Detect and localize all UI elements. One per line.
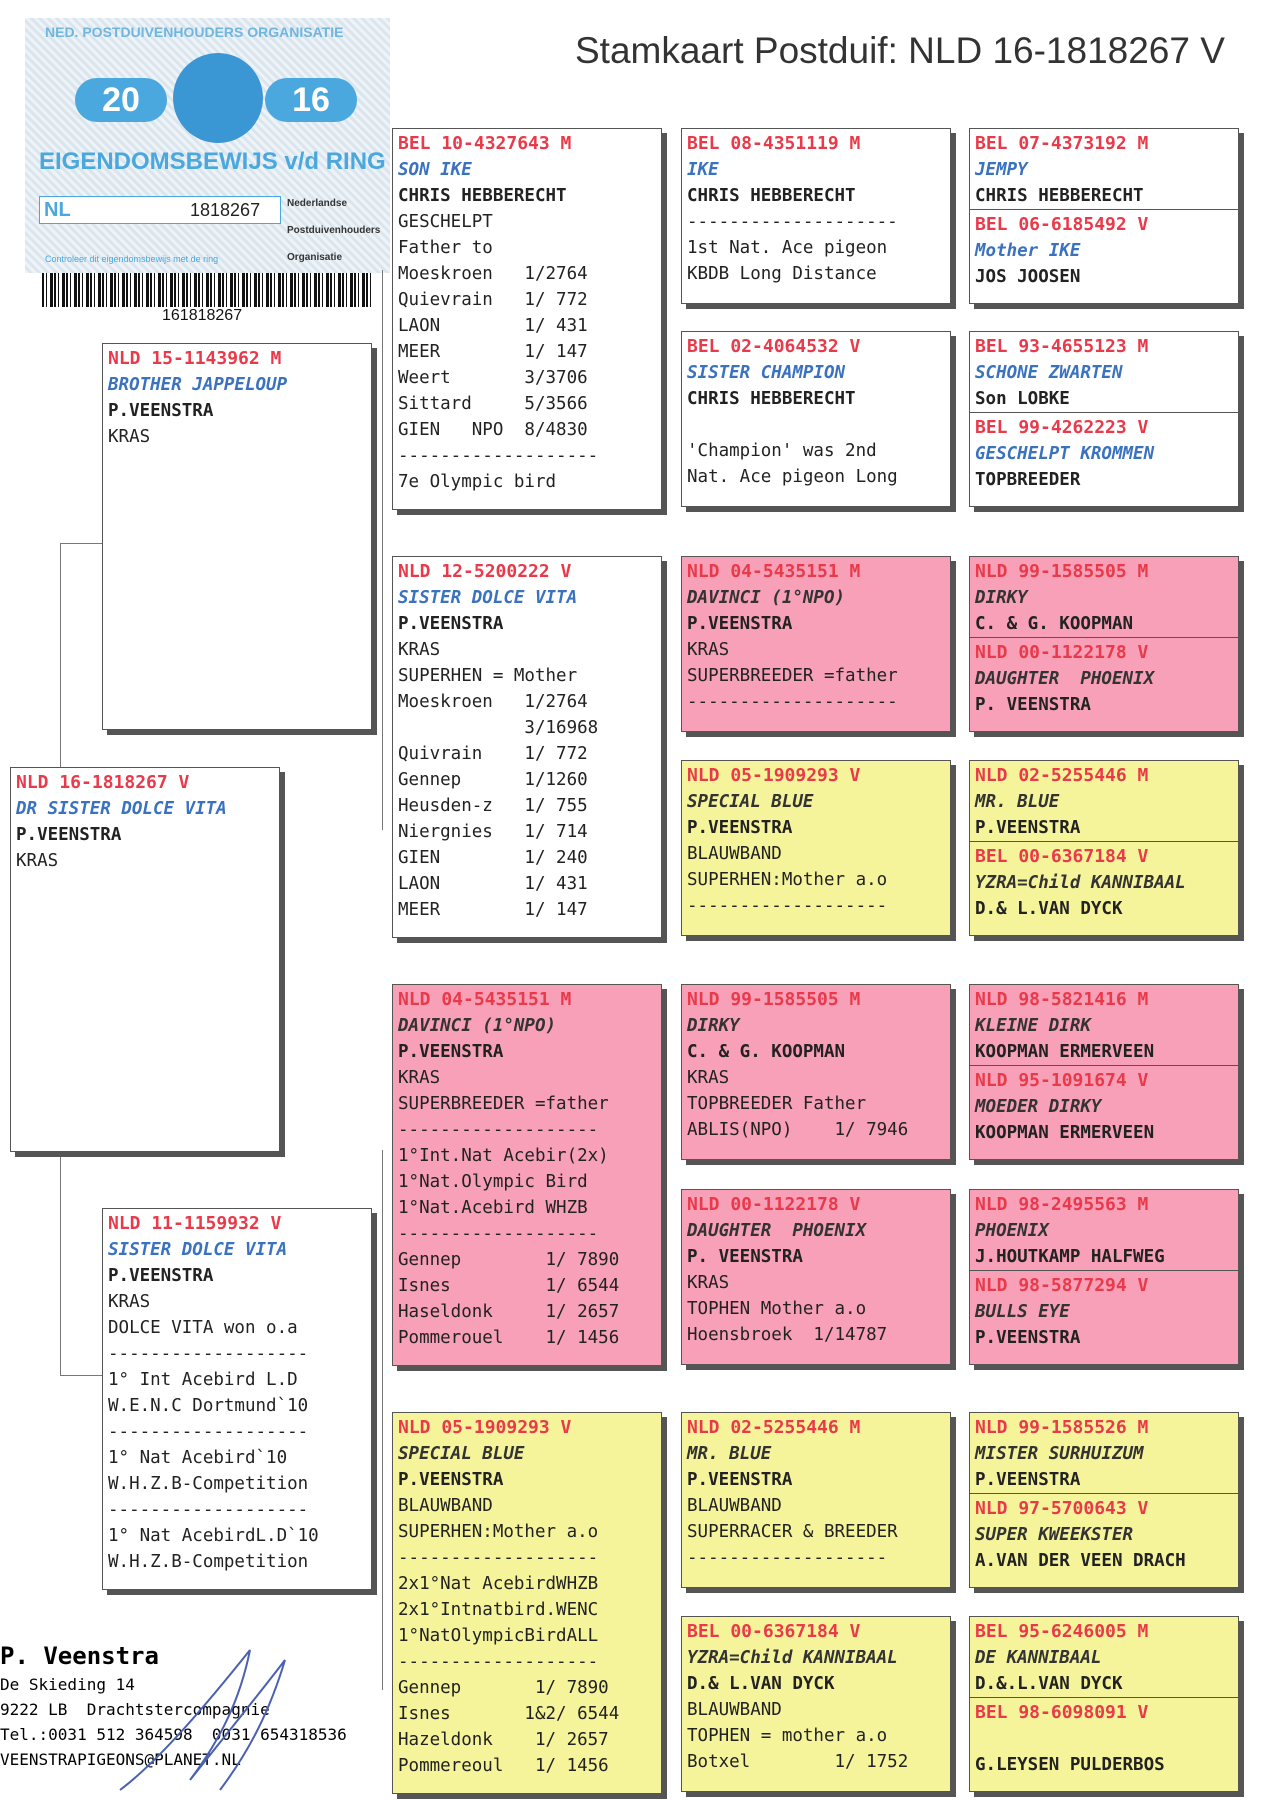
owner-name: D.& L.VAN DYCK — [687, 1674, 835, 1694]
info-line: Gennep 1/ 7890 — [398, 1678, 609, 1698]
info-line: -------------------- — [687, 692, 898, 712]
info-line: KRAS — [687, 640, 730, 660]
owner-name: P.VEENSTRA — [108, 1266, 214, 1286]
ring-number: BEL 95-6246005 M — [975, 1621, 1149, 1642]
info-line: Sittard 5/3566 — [398, 394, 588, 414]
signature-image — [100, 1640, 300, 1800]
address-line: De Skieding 14 — [0, 1675, 135, 1694]
pigeon-name: IKE — [687, 160, 719, 180]
info-line: Nat. Ace pigeon Long — [687, 467, 898, 487]
page-title: Stamkaart Postduif: NLD 16-1818267 V — [575, 30, 1225, 71]
logo-eigendomsbewijs: EIGENDOMSBEWIJS v/d RING — [39, 148, 386, 175]
owner-name: CHRIS HEBBERECHT — [975, 186, 1144, 206]
ring-number: NLD 99-1585526 M — [975, 1417, 1149, 1438]
ring-number: NLD 04-5435151 M — [687, 561, 861, 582]
pedigree-card-gggp-pair-6 — [969, 1189, 1239, 1365]
npo-lettering — [287, 190, 380, 271]
pigeon-name: BROTHER JAPPELOUP — [108, 375, 288, 395]
info-line: GIEN 1/ 240 — [398, 848, 588, 868]
ring-number: BEL 10-4327643 M — [398, 133, 572, 154]
ring-number: NLD 98-5821416 M — [975, 989, 1149, 1010]
owner-name: JOS JOOSEN — [975, 267, 1081, 287]
pigeon-name: SISTER DOLCE VITA — [108, 1240, 288, 1260]
pigeon-name: SCHONE ZWARTEN — [975, 363, 1123, 383]
pigeon-name: DR SISTER DOLCE VITA — [16, 799, 227, 819]
info-line: SUPERRACER & BREEDER — [687, 1522, 898, 1542]
ring-number: BEL 02-4064532 V — [687, 336, 861, 357]
pigeon-name: MR. BLUE — [975, 792, 1060, 812]
info-line: ------------------- — [108, 1344, 309, 1364]
owner-name: C. & G. KOOPMAN — [687, 1042, 846, 1062]
info-line: MEER 1/ 147 — [398, 342, 588, 362]
pigeon-name: DAVINCI (1°NPO) — [398, 1016, 557, 1036]
owner-name: CHRIS HEBBERECHT — [687, 186, 856, 206]
info-line: MEER 1/ 147 — [398, 900, 588, 920]
ring-number: NLD 00-1122178 V — [975, 642, 1149, 663]
info-line: 3/16968 — [398, 718, 599, 738]
owner-name: P. VEENSTRA — [975, 695, 1091, 715]
ring-number: NLD 11-1159932 V — [108, 1213, 282, 1234]
owner-name: A.VAN DER VEEN DRACH — [975, 1551, 1186, 1571]
ring-number: BEL 07-4373192 M — [975, 133, 1149, 154]
pedigree-card-subject — [10, 767, 280, 1152]
info-line: TOPHEN Mother a.o — [687, 1299, 867, 1319]
info-line: Isnes 1/ 6544 — [398, 1276, 620, 1296]
pigeon-name: DAVINCI (1°NPO) — [687, 588, 846, 608]
info-line: Quivrain 1/ 772 — [398, 744, 588, 764]
info-line: DOLCE VITA won o.a — [108, 1318, 298, 1338]
ring-number: NLD 12-5200222 V — [398, 561, 572, 582]
ring-number: NLD 15-1143962 M — [108, 348, 282, 369]
info-line: 'Champion' was 2nd — [687, 441, 877, 461]
owner-name: KOOPMAN ERMERVEEN — [975, 1123, 1155, 1143]
info-line: SUPERHEN:Mother a.o — [687, 870, 888, 890]
phone-line: Tel.:0031 512 364598 0031 654318536 — [0, 1725, 347, 1744]
ring-number: BEL 99-4262223 V — [975, 417, 1149, 438]
connector-subject-mother — [60, 1150, 103, 1376]
ring-number: NLD 05-1909293 V — [398, 1417, 572, 1438]
pedigree-card-ggp-8 — [681, 1616, 951, 1792]
pedigree-card-mother — [102, 1208, 372, 1590]
info-line: KRAS — [16, 851, 59, 871]
info-line: Moeskroen 1/2764 — [398, 264, 588, 284]
info-line: Weert 3/3706 — [398, 368, 588, 388]
logo-org-text: NED. POSTDUIVENHOUDERS ORGANISATIE — [45, 24, 344, 40]
info-line: BLAUWBAND — [687, 1496, 782, 1516]
info-line: -------------------- — [687, 212, 898, 232]
lion-emblem-icon — [173, 53, 263, 143]
owner-name: P.VEENSTRA — [398, 1470, 504, 1490]
pedigree-subcard — [970, 209, 1238, 290]
info-line: 1°Nat.Acebird WHZB — [398, 1198, 588, 1218]
owner-name: CHRIS HEBBERECHT — [398, 186, 567, 206]
info-line: Pommereoul 1/ 1456 — [398, 1756, 609, 1776]
ring-number: NLD 99-1585505 M — [687, 989, 861, 1010]
pedigree-card-grandfather-maternal — [392, 984, 662, 1366]
pigeon-name: SUPER KWEEKSTER — [975, 1525, 1134, 1545]
info-line: LAON 1/ 431 — [398, 874, 588, 894]
info-line: 1°Nat.Olympic Bird — [398, 1172, 588, 1192]
info-line: Isnes 1&2/ 6544 — [398, 1704, 620, 1724]
info-line: ------------------- — [398, 1224, 599, 1244]
info-line: SUPERHEN:Mother a.o — [398, 1522, 599, 1542]
pigeon-name — [975, 1726, 1238, 1752]
owner-name: C. & G. KOOPMAN — [975, 614, 1134, 634]
info-line: SUPERBREEDER =father — [687, 666, 898, 686]
pigeon-name: MISTER SURHUIZUM — [975, 1444, 1144, 1464]
pigeon-name: MOEDER DIRKY — [975, 1097, 1102, 1117]
info-line: 1°Int.Nat Acebir(2x) — [398, 1146, 609, 1166]
info-line: Heusden-z 1/ 755 — [398, 796, 588, 816]
info-line: Niergnies 1/ 714 — [398, 822, 588, 842]
info-line: BLAUWBAND — [687, 844, 782, 864]
info-line: 1° Nat Acebird`10 — [108, 1448, 288, 1468]
info-line: Gennep 1/ 7890 — [398, 1250, 620, 1270]
pedigree-card-ggp-4 — [681, 760, 951, 936]
pedigree-subcard — [970, 412, 1238, 493]
address-line: 9222 LB Drachtstercompagnie — [0, 1700, 270, 1719]
logo-year-left: 20 — [75, 78, 167, 122]
logo-year-right: 16 — [265, 78, 357, 122]
info-line: KRAS — [108, 1292, 151, 1312]
owner-name: Son LOBKE — [975, 389, 1070, 409]
info-line: LAON 1/ 431 — [398, 316, 588, 336]
npo-ownership-certificate — [25, 18, 390, 273]
connector-subject-father — [60, 543, 103, 769]
pigeon-name: JEMPY — [975, 160, 1028, 180]
npo-line-1: Nederlandse — [287, 198, 348, 209]
pedigree-card-gggp-pair-4 — [969, 760, 1239, 936]
pigeon-name: BULLS EYE — [975, 1302, 1070, 1322]
ring-number: NLD 05-1909293 V — [687, 765, 861, 786]
pigeon-name: MR. BLUE — [687, 1444, 772, 1464]
info-line: 1° Int Acebird L.D — [108, 1370, 298, 1390]
email-line: VEENSTRAPIGEONS@PLANET.NL — [0, 1750, 241, 1769]
info-line: BLAUWBAND — [398, 1496, 493, 1516]
pigeon-name: DAUGHTER PHOENIX — [975, 669, 1155, 689]
info-line: ------------------- — [398, 1120, 599, 1140]
ring-number: NLD 99-1585505 M — [975, 561, 1149, 582]
info-line: KRAS — [108, 427, 151, 447]
owner-name: TOPBREEDER — [975, 470, 1081, 490]
pedigree-subcard — [970, 1697, 1238, 1778]
info-line: GIEN NPO 8/4830 — [398, 420, 588, 440]
logo-ring-number: 1818267 — [190, 200, 261, 220]
ring-number: NLD 00-1122178 V — [687, 1194, 861, 1215]
pigeon-name: DIRKY — [687, 1016, 740, 1036]
pedigree-subcard — [970, 1065, 1238, 1146]
ring-number: BEL 00-6367184 V — [975, 846, 1149, 867]
info-line: 7e Olympic bird — [398, 472, 557, 492]
pedigree-card-gggp-pair-3 — [969, 556, 1239, 732]
info-line: 2x1°Nat AcebirdWHZB — [398, 1574, 599, 1594]
ring-number: NLD 95-1091674 V — [975, 1070, 1149, 1091]
info-line: 1° Nat AcebirdL.D`10 — [108, 1526, 319, 1546]
pigeon-name: DIRKY — [975, 588, 1028, 608]
owner-name: D.& L.VAN DYCK — [975, 899, 1123, 919]
npo-line-2: Postduivenhouders — [287, 225, 381, 236]
pedigree-card-gggp-pair-7 — [969, 1412, 1239, 1588]
owner-name: P.VEENSTRA — [687, 614, 793, 634]
pigeon-name: SISTER CHAMPION — [687, 363, 846, 383]
info-line: 1°NatOlympicBirdALL — [398, 1626, 599, 1646]
info-line: Father to — [398, 238, 493, 258]
info-line: Pommerouel 1/ 1456 — [398, 1328, 620, 1348]
info-line: ------------------- — [108, 1422, 309, 1442]
info-line: TOPBREEDER Father — [687, 1094, 867, 1114]
pigeon-name: YZRA=Child KANNIBAAL — [975, 873, 1186, 893]
info-line: ------------------- — [108, 1500, 309, 1520]
pedigree-card-grandfather-paternal — [392, 128, 662, 510]
pigeon-name: KLEINE DIRK — [975, 1016, 1091, 1036]
info-line: ------------------- — [398, 446, 599, 466]
barcode-number: 161818267 — [162, 307, 243, 324]
ring-number: BEL 93-4655123 M — [975, 336, 1149, 357]
ring-number: NLD 02-5255446 M — [975, 765, 1149, 786]
info-line: Haseldonk 1/ 2657 — [398, 1302, 620, 1322]
pedigree-card-ggp-2 — [681, 331, 951, 507]
npo-line-3: Organisatie — [287, 252, 343, 263]
pedigree-card-ggp-5 — [681, 984, 951, 1160]
owner-name: CHRIS HEBBERECHT — [687, 389, 856, 409]
logo-control-text: Controleer dit eigendomsbewijs met de ring — [45, 254, 219, 264]
logo-nl-label: NL — [44, 199, 71, 221]
owner-name: P.VEENSTRA — [975, 1328, 1081, 1348]
pigeon-name: DE KANNIBAAL — [975, 1648, 1102, 1668]
ring-number: NLD 98-2495563 M — [975, 1194, 1149, 1215]
ring-number-box — [39, 196, 281, 224]
owner-name: P.VEENSTRA — [687, 818, 793, 838]
pedigree-subcard — [970, 841, 1238, 922]
info-line: ------------------- — [398, 1548, 599, 1568]
owner-name: J.HOUTKAMP HALFWEG — [975, 1247, 1165, 1267]
info-line — [687, 412, 950, 438]
info-line: 2x1°Intnatbird.WENC — [398, 1600, 599, 1620]
info-line: W.E.N.C Dortmund`10 — [108, 1396, 309, 1416]
info-line: Hoensbroek 1/14787 — [687, 1325, 888, 1345]
ring-number: BEL 00-6367184 V — [687, 1621, 861, 1642]
ring-number: NLD 02-5255446 M — [687, 1417, 861, 1438]
owner-name: KOOPMAN ERMERVEEN — [975, 1042, 1155, 1062]
info-line: TOPHEN = mother a.o — [687, 1726, 888, 1746]
info-line: KRAS — [687, 1273, 730, 1293]
ring-number: NLD 97-5700643 V — [975, 1498, 1149, 1519]
info-line: ------------------- — [398, 1652, 599, 1672]
owner-name: P.VEENSTRA — [398, 614, 504, 634]
info-line: ------------------- — [687, 896, 888, 916]
info-line: BLAUWBAND — [687, 1700, 782, 1720]
info-line: W.H.Z.B-Competition — [108, 1474, 309, 1494]
info-line: Botxel 1/ 1752 — [687, 1752, 909, 1772]
owner-name: P. VEENSTRA — [687, 1247, 803, 1267]
info-line: KRAS — [687, 1068, 730, 1088]
pigeon-name: GESCHELPT KROMMEN — [975, 444, 1155, 464]
ring-number: NLD 16-1818267 V — [16, 772, 190, 793]
info-line: Quievrain 1/ 772 — [398, 290, 588, 310]
info-line: SUPERBREEDER =father — [398, 1094, 609, 1114]
ring-number: NLD 04-5435151 M — [398, 989, 572, 1010]
owner-name: P.VEENSTRA — [687, 1470, 793, 1490]
owner-name: P.VEENSTRA — [16, 825, 122, 845]
info-line: KRAS — [398, 640, 441, 660]
ring-number: BEL 98-6098091 V — [975, 1702, 1149, 1723]
info-line: ------------------- — [687, 1548, 888, 1568]
pigeon-name: PHOENIX — [975, 1221, 1049, 1241]
info-line: Hazeldonk 1/ 2657 — [398, 1730, 609, 1750]
owner-name: D.&.L.VAN DYCK — [975, 1674, 1123, 1694]
pedigree-subcard — [970, 1493, 1238, 1574]
pigeon-name: SPECIAL BLUE — [398, 1444, 525, 1464]
pedigree-card-ggp-3 — [681, 556, 951, 732]
pedigree-card-gggp-pair-8 — [969, 1616, 1239, 1792]
pedigree-card-gggp-pair-5 — [969, 984, 1239, 1160]
owner-name: P.VEENSTRA — [975, 818, 1081, 838]
ring-number: NLD 98-5877294 V — [975, 1275, 1149, 1296]
ring-number: BEL 06-6185492 V — [975, 214, 1149, 235]
info-line: Gennep 1/1260 — [398, 770, 588, 790]
info-line: KRAS — [398, 1068, 441, 1088]
pigeon-name: SON IKE — [398, 160, 472, 180]
pedigree-card-grandmother-paternal — [392, 556, 662, 938]
pedigree-card-father — [102, 343, 372, 730]
pedigree-card-gggp-pair-2 — [969, 331, 1239, 507]
owner-name: P.VEENSTRA — [975, 1470, 1081, 1490]
owner-name: G.LEYSEN PULDERBOS — [975, 1755, 1165, 1775]
pedigree-card-ggp-6 — [681, 1189, 951, 1365]
info-line: SUPERHEN = Mother — [398, 666, 578, 686]
info-line: GESCHELPT — [398, 212, 493, 232]
ring-number: BEL 08-4351119 M — [687, 133, 861, 154]
pigeon-name: SISTER DOLCE VITA — [398, 588, 578, 608]
info-line: ABLIS(NPO) 1/ 7946 — [687, 1120, 909, 1140]
pedigree-subcard — [970, 1270, 1238, 1351]
pigeon-name: DAUGHTER PHOENIX — [687, 1221, 867, 1241]
info-line: 1st Nat. Ace pigeon — [687, 238, 888, 258]
info-line: W.H.Z.B-Competition — [108, 1552, 309, 1572]
barcode — [42, 273, 372, 307]
pedigree-card-ggp-1 — [681, 128, 951, 304]
pedigree-card-gggp-pair-1 — [969, 128, 1239, 304]
pigeon-name: Mother IKE — [975, 241, 1081, 261]
owner-title: P. Veenstra — [0, 1642, 159, 1670]
owner-name: P.VEENSTRA — [108, 401, 214, 421]
owner-name: P.VEENSTRA — [398, 1042, 504, 1062]
pigeon-name: YZRA=Child KANNIBAAL — [687, 1648, 898, 1668]
info-line: KBDB Long Distance — [687, 264, 877, 284]
pedigree-card-ggp-7 — [681, 1412, 951, 1588]
info-line: Moeskroen 1/2764 — [398, 692, 588, 712]
pigeon-name: SPECIAL BLUE — [687, 792, 814, 812]
pedigree-subcard — [970, 637, 1238, 718]
